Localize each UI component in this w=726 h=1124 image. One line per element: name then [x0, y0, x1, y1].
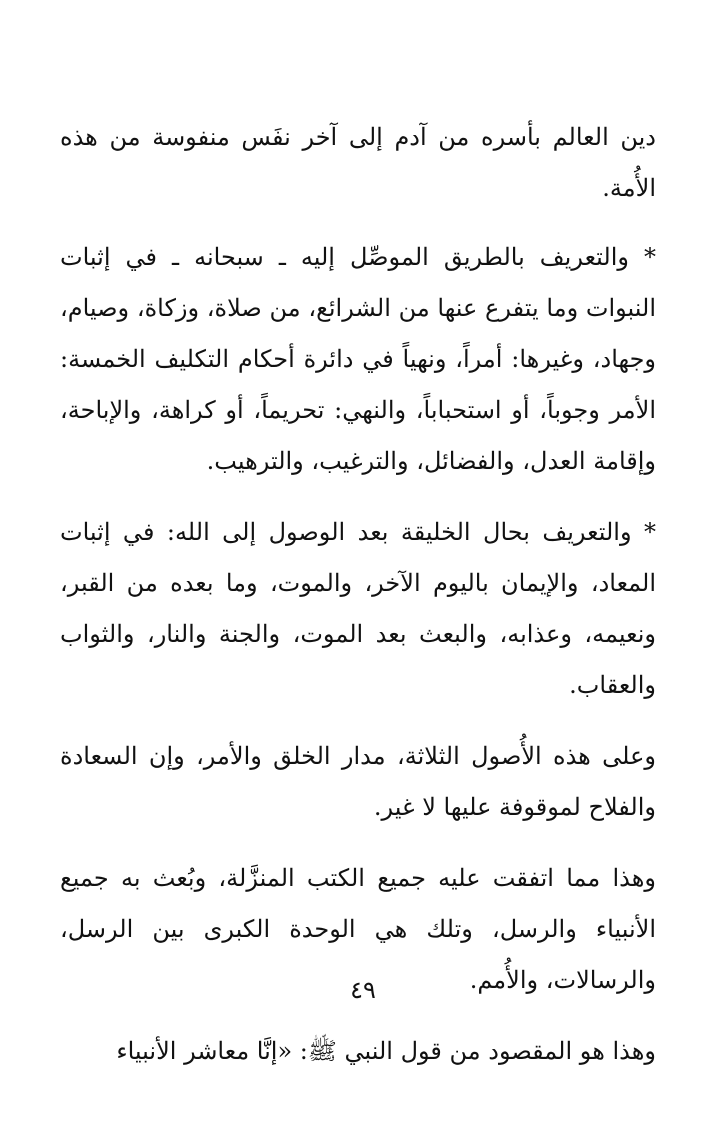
page-number: ٤٩	[350, 976, 376, 1004]
page-body-text	[60, 112, 656, 1097]
paragraph-6: وهذا هو المقصود من قول النبي ﷺ: «إنَّا معاشر الأنبياء	[116, 1037, 656, 1065]
paragraph-3: * والتعريف بحال الخليقة بعد الوصول إلى الله: في إثبات المعاد، والإيمان باليوم الآخر، والموت، وما بعده من القبر، ونعيمه، وعذابه، والبعث بعد الموت، والجنة والنار، والثواب والعقاب.	[60, 518, 656, 699]
paragraph-1: دين العالم بأسره من آدم إلى آخر نفَس منفوسة من هذه الأُمة.	[60, 123, 656, 202]
paragraph-5: وهذا مما اتفقت عليه جميع الكتب المنزَّلة، وبُعث به جميع الأنبياء والرسل، وتلك هي الوحدة الكبرى بين الرسل، والرسالات، والأُمم.	[60, 864, 656, 994]
paragraph-4: وعلى هذه الأُصول الثلاثة، مدار الخلق والأمر، وإن السعادة والفلاح لموقوفة عليها لا غير.	[60, 742, 656, 821]
paragraph-2: * والتعريف بالطريق الموصِّل إليه ـ سبحانه ـ في إثبات النبوات وما يتفرع عنها من الشرائع، من صلاة، وزكاة، وصيام، وجهاد، وغيرها: أمراً، ونهياً في دائرة أحكام التكليف الخمسة: الأمر وجوباً، أو استحباباً، والنهي: تحريماً، أو كراهة، والإباحة، وإقامة العدل، والفضائل، والترغيب، والترهيب.	[60, 243, 656, 475]
